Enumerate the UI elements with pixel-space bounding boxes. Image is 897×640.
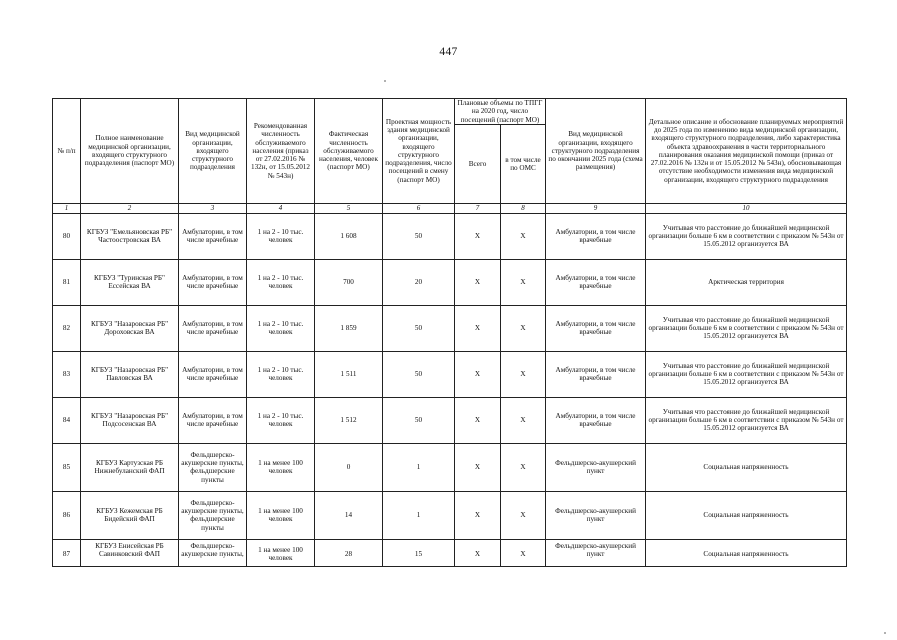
header-row-number: № п/п: [53, 99, 81, 204]
total-visits: X: [455, 213, 501, 259]
header-org-name: Полное наименование медицинской организации, входящего структурного подразделения (паспорт МО): [81, 99, 179, 204]
header-org-type-2025: Вид медицинской организации, входящего структурного подразделения по окончании 2025 года (схема размещения): [546, 99, 646, 204]
design-capacity: 1: [383, 491, 455, 539]
actual-population: 1 511: [315, 351, 383, 397]
oms-visits: X: [501, 351, 546, 397]
org-type: Фельдшерско-акушерские пункты,: [179, 539, 247, 566]
org-name: КГБУЗ Картузская РБ Нижнебуланский ФАП: [81, 443, 179, 491]
org-type: Фельдшерско-акушерские пункты, фельдшерские пункты: [179, 491, 247, 539]
total-visits: X: [455, 351, 501, 397]
page-number: 447: [439, 46, 458, 58]
table-row: [53, 305, 847, 351]
org-name: КГБУЗ "Назаровская РБ" Дороховская ВА: [81, 305, 179, 351]
org-name: КГБУЗ "Назаровская РБ" Павловская ВА: [81, 351, 179, 397]
oms-visits: X: [501, 397, 546, 443]
recommended-population: 1 на менее 100 человек: [247, 491, 315, 539]
table-row: [53, 491, 847, 539]
column-number: 6: [383, 203, 455, 213]
recommended-population: 1 на менее 100 человек: [247, 443, 315, 491]
column-number: 1: [53, 203, 81, 213]
recommended-population: 1 на 2 - 10 тыс. человек: [247, 305, 315, 351]
row-number: 82: [53, 305, 81, 351]
recommended-population: 1 на менее 100 человек: [247, 539, 315, 566]
column-number: 7: [455, 203, 501, 213]
total-visits: X: [455, 305, 501, 351]
actual-population: 14: [315, 491, 383, 539]
row-number: 87: [53, 539, 81, 566]
total-visits: X: [455, 259, 501, 305]
design-capacity: 50: [383, 213, 455, 259]
column-number: 3: [179, 203, 247, 213]
table-row: [53, 259, 847, 305]
oms-visits: X: [501, 539, 546, 566]
org-name: КГБУЗ Енисейская РБ Савинковский ФАП: [81, 539, 179, 566]
org-type-2025: Амбулатории, в том числе врачебные: [546, 305, 646, 351]
table-row: [53, 213, 847, 259]
total-visits: X: [455, 539, 501, 566]
org-name: КГБУЗ "Назаровская РБ" Подсосенская ВА: [81, 397, 179, 443]
scan-speck: [884, 632, 886, 634]
header-org-type: Вид медицинской организации, входящего структурного подразделения: [179, 99, 247, 204]
total-visits: X: [455, 491, 501, 539]
column-number: 2: [81, 203, 179, 213]
oms-visits: X: [501, 443, 546, 491]
description: Социальная напряженность: [646, 443, 847, 491]
actual-population: 0: [315, 443, 383, 491]
recommended-population: 1 на 2 - 10 тыс. человек: [247, 397, 315, 443]
org-type-2025: Амбулатории, в том числе врачебные: [546, 351, 646, 397]
description: Учитывая что расстояние до ближайшей медицинской организации больше 6 км в соответствии с приказом № 543н от 15.05.2012 организуется ВА: [646, 397, 847, 443]
org-type-2025: Фельдшерско-акушерский пункт: [546, 443, 646, 491]
column-number: 10: [646, 203, 847, 213]
actual-population: 1 608: [315, 213, 383, 259]
medical-organizations-table: [52, 98, 847, 567]
actual-population: 700: [315, 259, 383, 305]
oms-visits: X: [501, 491, 546, 539]
table-row: [53, 351, 847, 397]
row-number: 84: [53, 397, 81, 443]
column-number: 8: [501, 203, 546, 213]
column-number: 9: [546, 203, 646, 213]
design-capacity: 1: [383, 443, 455, 491]
description: Арктическая территория: [646, 259, 847, 305]
total-visits: X: [455, 397, 501, 443]
org-name: КГБУЗ "Туринская РБ" Ессейская ВА: [81, 259, 179, 305]
header-description: Детальное описание и обоснование планируемых мероприятий до 2025 года по изменению вида медицинской организации, входящего структурного подразделения, либо характеристика объекта здравоохранения в части территориального планирования оказания медицинской помощи (приказ от 27.02.2016 № 132н и от 15.05.2012 № 543н), обосновывающая отсутствие необходимости изменения вида медицинской организации, входящего структурного подразделения: [646, 99, 847, 204]
org-type: Амбулатории, в том числе врачебные: [179, 259, 247, 305]
row-number: 81: [53, 259, 81, 305]
design-capacity: 50: [383, 397, 455, 443]
description: Социальная напряженность: [646, 539, 847, 566]
header-total: Всего: [455, 124, 501, 203]
actual-population: 1 512: [315, 397, 383, 443]
header-design-capacity: Проектная мощность здания медицинской организации, входящего структурного подразделения, число посещений в смену (паспорт МО): [383, 99, 455, 204]
recommended-population: 1 на 2 - 10 тыс. человек: [247, 259, 315, 305]
description: Учитывая что расстояние до ближайшей медицинской организации больше 6 км в соответствии с приказом № 543н от 15.05.2012 организуется ВА: [646, 305, 847, 351]
scan-speck: [384, 80, 386, 82]
design-capacity: 50: [383, 351, 455, 397]
oms-visits: X: [501, 305, 546, 351]
header-oms: в том числе по ОМС: [501, 124, 546, 203]
row-number: 86: [53, 491, 81, 539]
description: Учитывая что расстояние до ближайшей медицинской организации больше 6 км в соответствии с приказом № 543н от 15.05.2012 организуется ВА: [646, 351, 847, 397]
org-type: Фельдшерско-акушерские пункты, фельдшерские пункты: [179, 443, 247, 491]
oms-visits: X: [501, 213, 546, 259]
header-planned-volumes: Плановые объемы по ТПГГ на 2020 год, число посещений (паспорт МО): [455, 99, 546, 125]
org-name: КГБУЗ "Емельяновская РБ" Частоостровская ВА: [81, 213, 179, 259]
org-type: Амбулатории, в том числе врачебные: [179, 213, 247, 259]
recommended-population: 1 на 2 - 10 тыс. человек: [247, 213, 315, 259]
column-number: 5: [315, 203, 383, 213]
design-capacity: 50: [383, 305, 455, 351]
org-type-2025: Фельдшерско-акушерский пункт: [546, 491, 646, 539]
org-type-2025: Фельдшерско-акушерский пункт: [546, 539, 646, 566]
description: Учитывая что расстояние до ближайшей медицинской организации больше 6 км в соответствии с приказом № 543н от 15.05.2012 организуется ВА: [646, 213, 847, 259]
oms-visits: X: [501, 259, 546, 305]
org-type: Амбулатории, в том числе врачебные: [179, 397, 247, 443]
header-recommended-population: Рекомендованная численность обслуживаемого населения (приказ от 27.02.2016 № 132н, от 15.05.2012 № 543н): [247, 99, 315, 204]
org-name: КГБУЗ Кежемская РБ Бидейский ФАП: [81, 491, 179, 539]
row-number: 85: [53, 443, 81, 491]
table-row: [53, 539, 847, 566]
total-visits: X: [455, 443, 501, 491]
recommended-population: 1 на 2 - 10 тыс. человек: [247, 351, 315, 397]
org-type: Амбулатории, в том числе врачебные: [179, 351, 247, 397]
actual-population: 1 859: [315, 305, 383, 351]
column-number-row: [53, 203, 847, 213]
org-type: Амбулатории, в том числе врачебные: [179, 305, 247, 351]
description: Социальная напряженность: [646, 491, 847, 539]
design-capacity: 20: [383, 259, 455, 305]
org-type-2025: Амбулатории, в том числе врачебные: [546, 397, 646, 443]
org-type-2025: Амбулатории, в том числе врачебные: [546, 213, 646, 259]
org-type-2025: Амбулатории, в том числе врачебные: [546, 259, 646, 305]
header-actual-population: Фактическая численность обслуживаемого населения, человек (паспорт МО): [315, 99, 383, 204]
table-row: [53, 443, 847, 491]
row-number: 83: [53, 351, 81, 397]
table-row: [53, 397, 847, 443]
actual-population: 28: [315, 539, 383, 566]
row-number: 80: [53, 213, 81, 259]
column-number: 4: [247, 203, 315, 213]
design-capacity: 15: [383, 539, 455, 566]
